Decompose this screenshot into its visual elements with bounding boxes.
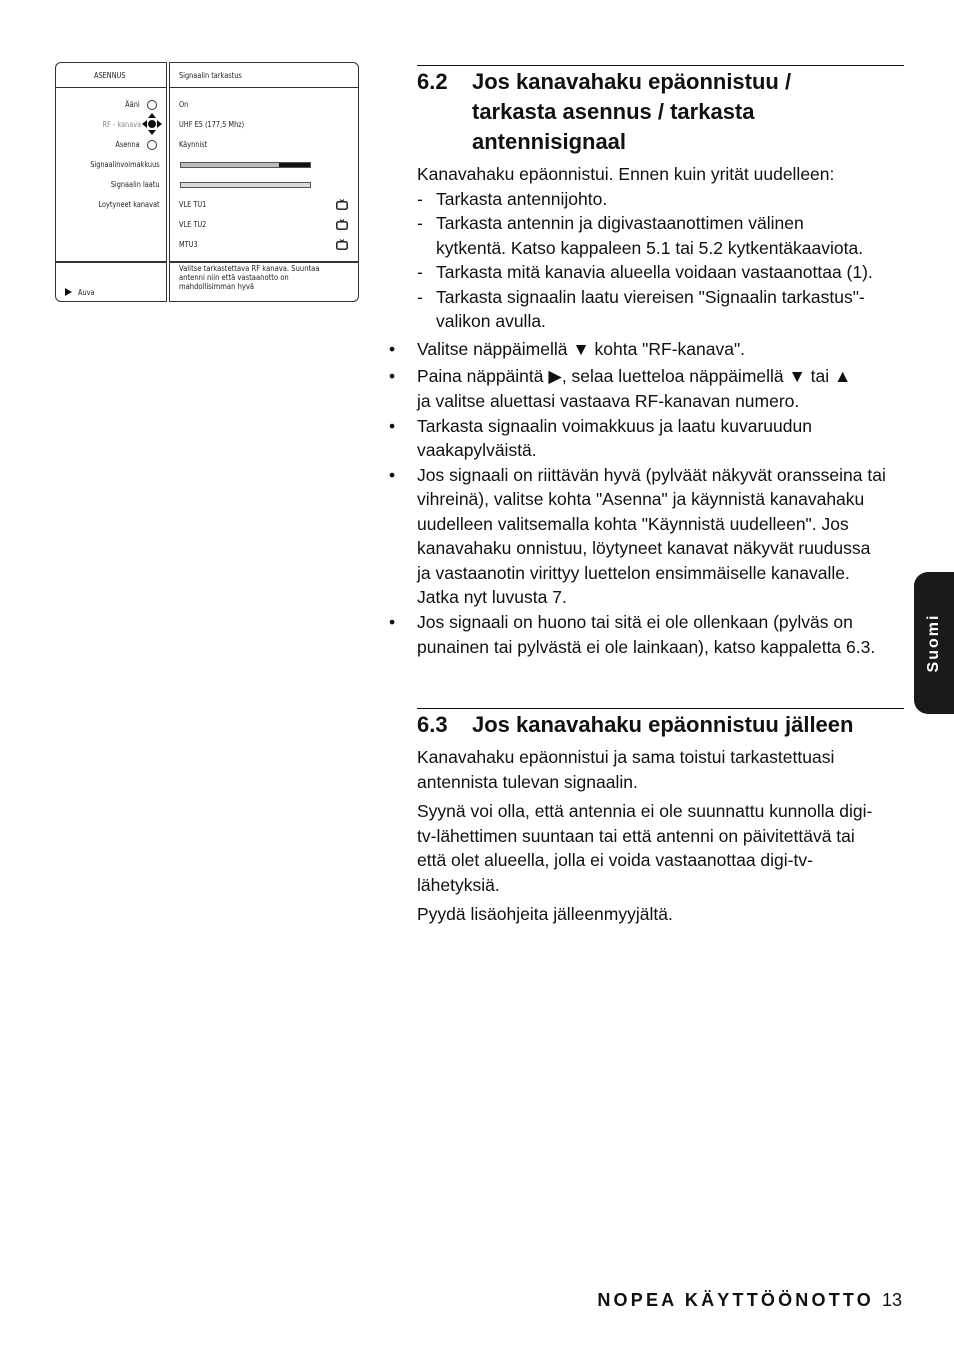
- dash-item-line: kytkentä. Katso kappaleen 5.1 tai 5.2 kytkentäkaaviota.: [436, 238, 864, 258]
- paragraph-line: Pyydä lisäohjeita jälleenmyyjältä.: [417, 904, 673, 924]
- bullet-line: vihreinä), valitse kohta "Asenna" ja käynnistä kanavahaku: [417, 489, 865, 509]
- menu-value-asenna: Käynnist: [179, 140, 208, 149]
- dash-marker: -: [417, 262, 423, 282]
- bullet-line: Jos signaali on huono tai sitä ei ole ollenkaan (pylväs on: [417, 612, 853, 632]
- bullet-marker: •: [389, 339, 396, 359]
- bullet-line: Jatka nyt luvusta 7.: [417, 587, 567, 607]
- bullet-line: ja valitse aluettasi vastaava RF-kanavan numero.: [417, 391, 800, 411]
- menu-item-aani[interactable]: Ääni: [125, 100, 140, 109]
- paragraph-line: Kanavahaku epäonnistui ja sama toistui tarkastettuasi: [417, 747, 835, 767]
- bullet-line: Jos signaali on riittävän hyvä (pylväät näkyvät oransseina tai: [417, 465, 886, 485]
- signal-quality-bar: [180, 182, 311, 188]
- section-6-3-title: Jos kanavahaku epäonnistuu jälleen: [472, 712, 854, 737]
- menu-item-signaalinvoimakkuus[interactable]: Signaalinvoimakkuus: [90, 160, 160, 169]
- menu-item-signaalin-laatu[interactable]: Signaalin laatu: [111, 180, 160, 189]
- page-footer: [597, 1290, 902, 1311]
- channel-name: MTU3: [179, 240, 198, 249]
- section-6-3-number: 6.3: [417, 712, 448, 737]
- dash-item-line: Tarkasta antennin ja digivastaanottimen välinen: [436, 213, 804, 233]
- menu-value-aani: On: [179, 100, 189, 109]
- tv-menu-screenshot: [55, 62, 359, 302]
- tv-icon: [336, 199, 348, 210]
- dash-item-line: Tarkasta signaalin laatu viereisen "Signaalin tarkastus"-: [436, 287, 865, 307]
- play-arrow-icon: [65, 288, 72, 296]
- hint-line: Valitse tarkastettava RF kanava. Suuntaa: [179, 264, 320, 273]
- bullet-line: uudelleen valitsemalla kohta "Käynnistä uudelleen". Jos: [417, 514, 849, 534]
- bullet-marker: •: [389, 366, 396, 386]
- dash-marker: -: [417, 287, 423, 307]
- page-number: 13: [881, 1290, 902, 1310]
- paragraph-line: lähetyksiä.: [417, 875, 500, 895]
- menu-right-values-panel: [169, 88, 359, 262]
- language-side-tab-label: Suomi: [925, 613, 942, 673]
- radio-icon: [147, 140, 157, 150]
- section-6-2-intro: Kanavahaku epäonnistui. Ennen kuin yrität uudelleen:: [417, 164, 835, 184]
- paragraph-line: että olet alueella, jolla ei voida vastaanottaa digi-tv-: [417, 850, 813, 870]
- paragraph-line: tv-lähettimen suuntaan tai että antenni on päivitettävä tai: [417, 826, 855, 846]
- signal-strength-bar: [180, 162, 311, 168]
- channel-name: VLE TU2: [179, 220, 207, 229]
- tv-icon: [336, 239, 348, 250]
- radio-icon: [147, 100, 157, 110]
- menu-help-label[interactable]: Auva: [78, 288, 95, 297]
- paragraph-line: Syynä voi olla, että antennia ei ole suunnattu kunnolla digi-: [417, 801, 873, 821]
- channel-name: VLE TU1: [179, 200, 207, 209]
- menu-item-loytyneet-kanavat[interactable]: Loytyneet kanavat: [98, 200, 160, 209]
- section-divider: [417, 65, 904, 66]
- dash-item-line: valikon avulla.: [436, 311, 546, 331]
- section-6-2-title-line: antennisignaal: [472, 129, 627, 154]
- dash-item-line: Tarkasta antennijohto.: [436, 189, 608, 209]
- section-6-2-title-line: tarkasta asennus / tarkasta: [472, 99, 755, 124]
- bullet-marker: •: [389, 416, 396, 436]
- footer-title: NOPEA KÄYTTÖÖNOTTO: [597, 1290, 874, 1310]
- tv-icon: [336, 219, 348, 230]
- menu-item-rf-kanava[interactable]: RF - kanava: [102, 120, 141, 129]
- bullet-line: Tarkasta signaalin voimakkuus ja laatu kuvaruudun: [417, 416, 812, 436]
- bullet-line: kanavahaku onnistuu, löytyneet kanavat näkyvät ruudussa: [417, 538, 871, 558]
- section-divider: [417, 708, 904, 709]
- hint-line: mahdollisimman hyvä: [179, 282, 255, 291]
- bullet-marker: •: [389, 612, 396, 632]
- bullet-line: vaakapylväistä.: [417, 440, 537, 460]
- signal-strength-fill: [181, 163, 279, 167]
- navigation-cross-icon: [142, 113, 162, 135]
- menu-value-rf-kanava: UHF E5 (177,5 Mhz): [179, 120, 245, 129]
- bullet-line: punainen tai pylvästä ei ole lainkaan), katso kappaletta 6.3.: [417, 637, 876, 657]
- section-6-2-number: 6.2: [417, 69, 448, 94]
- dash-marker: -: [417, 189, 423, 209]
- bullet-marker: •: [389, 465, 396, 485]
- menu-left-footer-panel: [55, 262, 167, 302]
- bullet-line: Paina näppäintä ▶, selaa luetteloa näppäimellä ▼ tai ▲: [417, 366, 852, 386]
- dash-item-line: Tarkasta mitä kanavia alueella voidaan vastaanottaa (1).: [436, 262, 873, 282]
- bullet-line: Valitse näppäimellä ▼ kohta "RF-kanava".: [417, 339, 746, 359]
- menu-hint-text: [179, 264, 330, 291]
- menu-item-asenna[interactable]: Asenna: [115, 140, 140, 149]
- section-6-2-title-line: Jos kanavahaku epäonnistuu /: [472, 69, 792, 94]
- paragraph-line: antennista tulevan signaalin.: [417, 772, 638, 792]
- bullet-line: ja vastaanotin virittyy luettelon ensimmäiselle kanavalle.: [417, 563, 850, 583]
- menu-left-header: ASENNUS: [94, 71, 126, 80]
- menu-right-header: Signaalin tarkastus: [179, 71, 242, 80]
- dash-marker: -: [417, 213, 423, 233]
- hint-line: antenni niin että vastaanotto on: [179, 273, 289, 282]
- signal-strength-remainder: [279, 163, 310, 167]
